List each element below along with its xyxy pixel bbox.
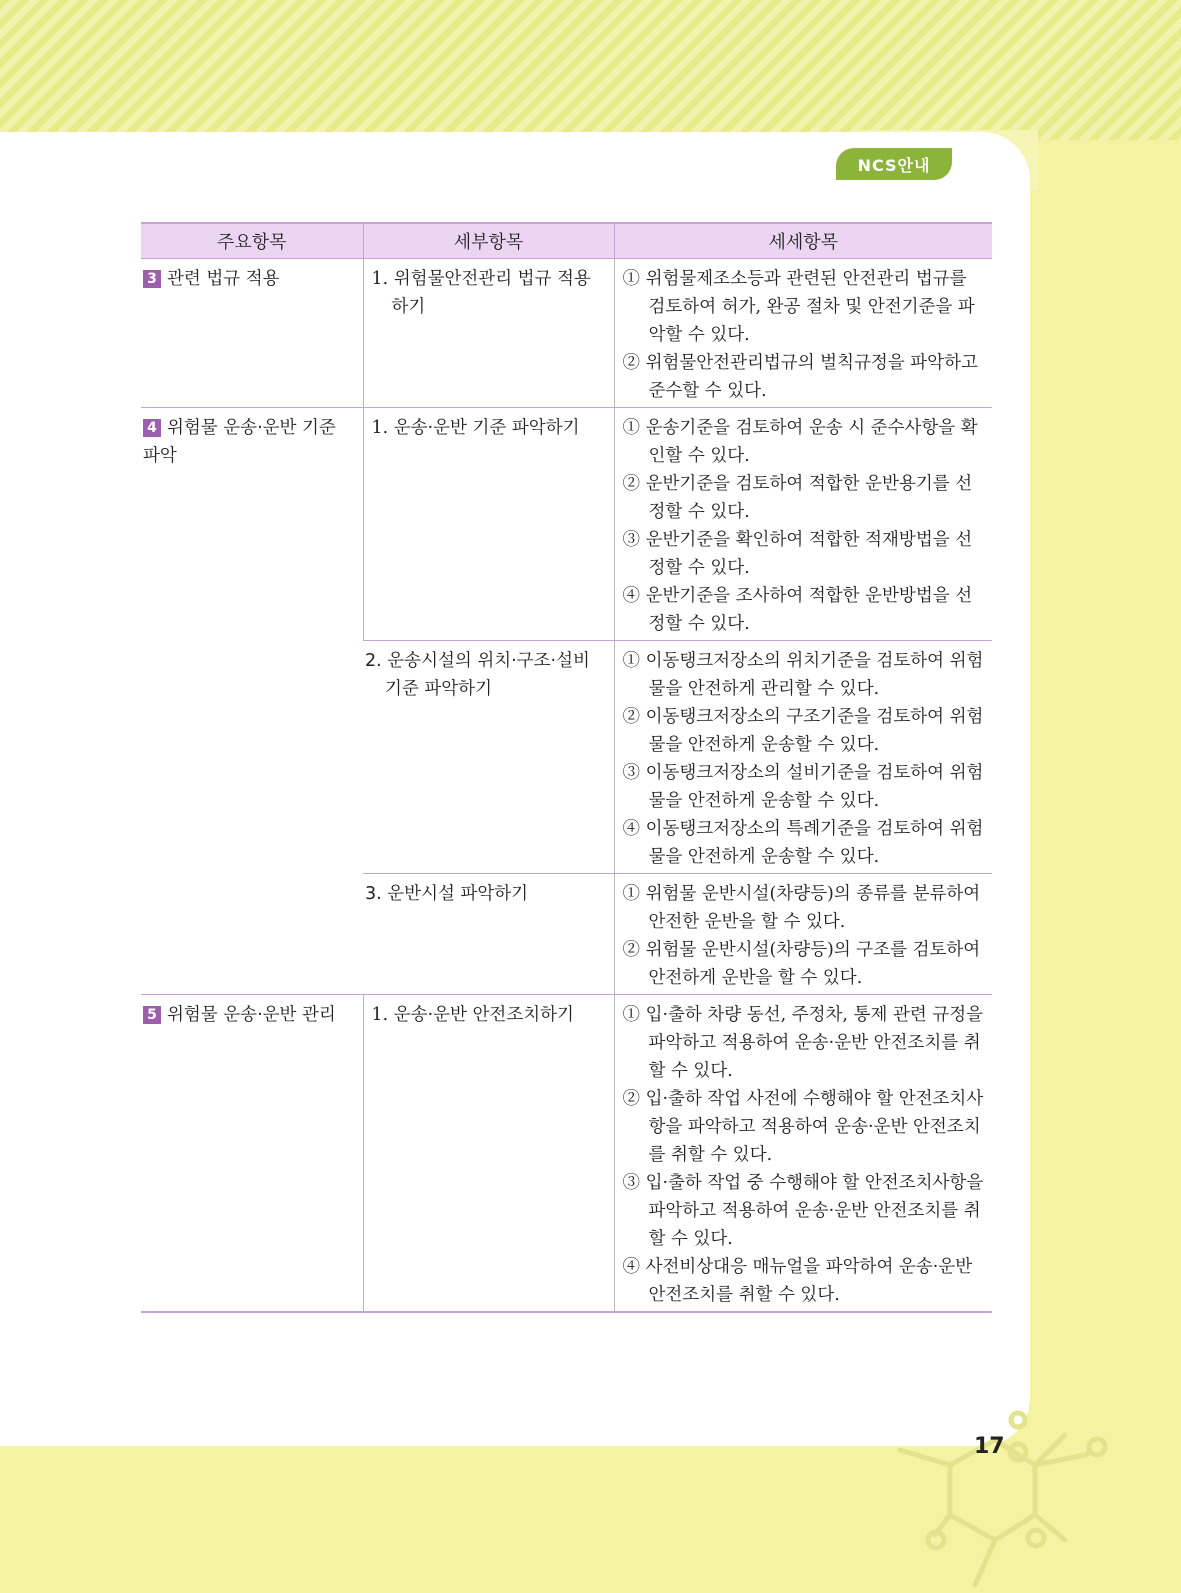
- sub-item-cell: [363, 874, 614, 995]
- header-detail-item: 세세항목: [614, 223, 992, 259]
- detail-item: ① 이동탱크저장소의 위치기준을 검토하여 위험물을 안전하게 관리할 수 있다.: [622, 651, 984, 699]
- detail-item: ② 위험물 운반시설(차량등)의 구조를 검토하여 안전하게 운반을 할 수 있다.: [622, 940, 981, 988]
- sub-item-label: 1. 위험물안전관리 법규 적용하기: [371, 269, 591, 317]
- main-item-cell: [141, 995, 363, 1313]
- sub-item-label: 1. 운송·운반 기준 파악하기: [371, 418, 580, 438]
- main-item-cell: [141, 259, 363, 408]
- detail-item: ② 이동탱크저장소의 구조기준을 검토하여 위험물을 안전하게 운송할 수 있다.: [622, 707, 984, 755]
- table-row: [141, 995, 992, 1313]
- detail-item: ④ 이동탱크저장소의 특례기준을 검토하여 위험물을 안전하게 운송할 수 있다.: [622, 819, 984, 867]
- header-sub-item: 세부항목: [363, 223, 614, 259]
- ncs-guide-tag: NCS안내: [836, 148, 952, 180]
- header-main-item: 주요항목: [141, 223, 363, 259]
- main-item-number-badge: 3: [143, 270, 161, 288]
- detail-item: ② 운반기준을 검토하여 적합한 운반용기를 선정할 수 있다.: [622, 474, 973, 522]
- detail-item: ② 위험물안전관리법규의 벌칙규정을 파악하고 준수할 수 있다.: [622, 353, 978, 401]
- main-item-number-badge: 4: [143, 419, 161, 437]
- page-number: 17: [974, 1434, 1005, 1459]
- main-item-number-badge: 5: [143, 1006, 161, 1024]
- detail-item-cell: [614, 874, 992, 995]
- main-item-label: 위험물 운송·운반 관리: [167, 1005, 336, 1025]
- sub-item-cell: [363, 259, 614, 408]
- sub-item-label: 2. 운송시설의 위치·구조·설비 기준 파악하기: [365, 651, 590, 699]
- detail-item: ④ 운반기준을 조사하여 적합한 운반방법을 선정할 수 있다.: [622, 586, 973, 634]
- detail-item: ③ 입·출하 작업 중 수행해야 할 안전조치사항을 파악하고 적용하여 운송·운반 안전조치를 취할 수 있다.: [622, 1173, 984, 1249]
- detail-item: ③ 이동탱크저장소의 설비기준을 검토하여 위험물을 안전하게 운송할 수 있다.: [622, 763, 984, 811]
- detail-item: ③ 운반기준을 확인하여 적합한 적재방법을 선정할 수 있다.: [622, 530, 973, 578]
- sub-item-cell: [363, 995, 614, 1313]
- table-row: [141, 408, 992, 641]
- detail-item: ① 위험물 운반시설(차량등)의 종류를 분류하여 안전한 운반을 할 수 있다.: [622, 884, 981, 932]
- detail-item: ② 입·출하 작업 사전에 수행해야 할 안전조치사항을 파악하고 적용하여 운송·운반 안전조치를 취할 수 있다.: [622, 1089, 984, 1165]
- detail-item: ① 위험물제조소등과 관련된 안전관리 법규를 검토하여 허가, 완공 절차 및 안전기준을 파악할 수 있다.: [622, 269, 975, 345]
- detail-item: ① 입·출하 차량 동선, 주정차, 통제 관련 규정을 파악하고 적용하여 운송·운반 안전조치를 취할 수 있다.: [622, 1005, 984, 1081]
- detail-item: ① 운송기준을 검토하여 운송 시 준수사항을 확인할 수 있다.: [622, 418, 978, 466]
- detail-item-cell: [614, 408, 992, 641]
- ncs-table: [141, 222, 992, 1313]
- table-row: [141, 259, 992, 408]
- main-item-cell: [141, 408, 363, 995]
- main-item-label: 위험물 운송·운반 기준 파악: [143, 418, 336, 466]
- table-header-row: [141, 223, 992, 259]
- main-item-label: 관련 법규 적용: [167, 269, 280, 289]
- detail-item-cell: [614, 995, 992, 1313]
- sub-item-label: 1. 운송·운반 안전조치하기: [371, 1005, 574, 1025]
- top-stripe-band: [0, 0, 1181, 140]
- sub-item-cell: [363, 641, 614, 874]
- detail-item: ④ 사전비상대응 매뉴얼을 파악하여 운송·운반 안전조치를 취할 수 있다.: [622, 1257, 973, 1305]
- detail-item-cell: [614, 259, 992, 408]
- detail-item-cell: [614, 641, 992, 874]
- sub-item-cell: [363, 408, 614, 641]
- sub-item-label: 3. 운반시설 파악하기: [365, 884, 529, 904]
